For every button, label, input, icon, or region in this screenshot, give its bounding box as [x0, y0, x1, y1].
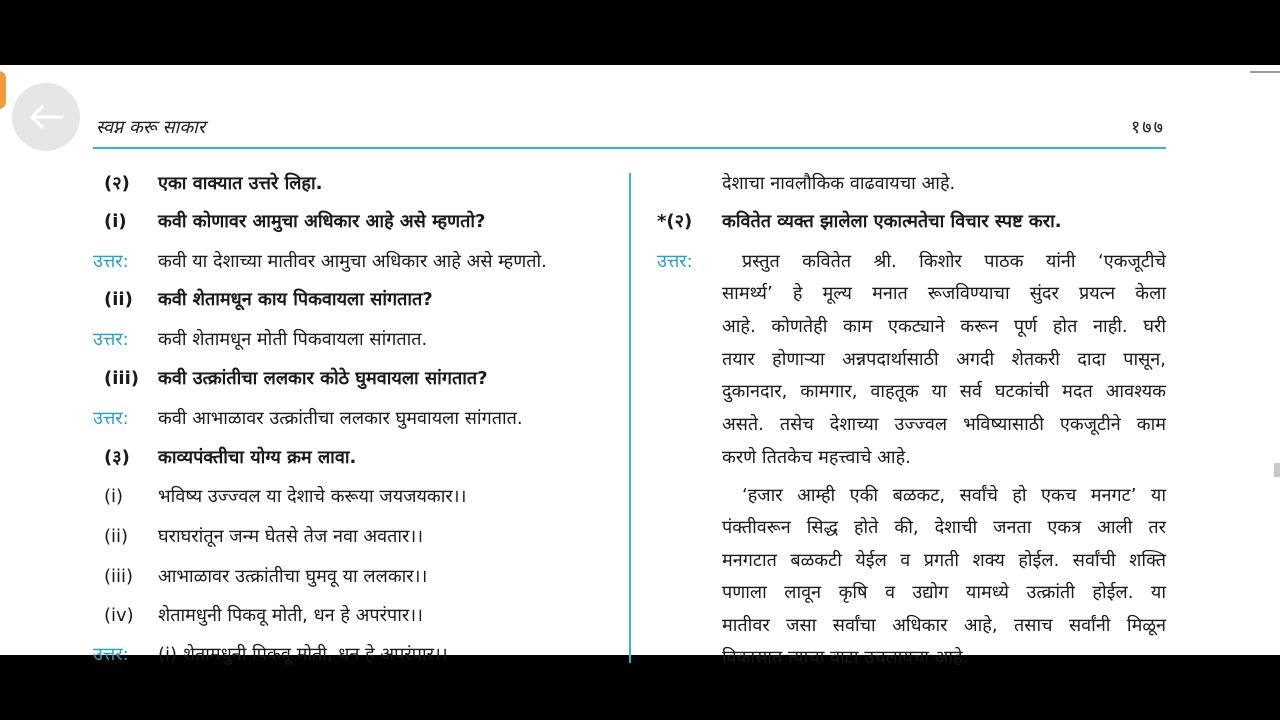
question-2-ii [104, 287, 433, 311]
line-text: आभाळावर उत्क्रांतीचा घुमवू या ललकार।। [158, 566, 428, 587]
answer-2-i [93, 249, 547, 273]
question-number: (i) [104, 211, 127, 232]
paragraph-line: पंक्तीवरून सिद्ध होते की, देशाची जनता एकत्र आली तर [722, 517, 1166, 538]
question-number: (iii) [104, 368, 139, 389]
running-header-title: स्वप्न करू साकार [96, 117, 206, 138]
answer-2-iii [93, 406, 523, 430]
question-text: कवी कोणावर आमुचा अधिकार आहे असे म्हणतो? [158, 211, 486, 232]
answer-label: उत्तर: [93, 644, 129, 665]
question-2-heading-right [657, 209, 1062, 233]
paragraph-line: ‘हजार आम्ही एकी बळकट, सर्वांचे हो एकच मनगट’ या [742, 485, 1166, 506]
question-text: एका वाक्यात उत्तरे लिहा. [158, 173, 323, 194]
paragraph-line: करणे तितकेच महत्त्वाचे आहे. [722, 447, 911, 468]
line-number: (ii) [104, 526, 129, 547]
textbook-page [0, 65, 1280, 668]
question-text: कवितेत व्यक्त झालेला एकात्मतेचा विचार स्पष्ट करा. [722, 211, 1062, 232]
answer-2-ii [93, 327, 427, 351]
question-text: काव्यपंक्तीचा योग्य क्रम लावा. [158, 447, 357, 468]
poem-line-iv [104, 603, 423, 627]
page-number: १७७ [1130, 117, 1165, 138]
back-button[interactable] [12, 83, 80, 151]
question-2-i [104, 209, 485, 233]
line-text: शेतामधुनी पिकवू मोती, धन हे अपरंपार।। [158, 605, 423, 626]
paragraph-line: तयार होणाऱ्या अन्नपदार्थासाठी अगदी शेतकरी दादा पासून, [722, 349, 1166, 370]
poem-line-ii [104, 524, 423, 548]
paragraph-line: प्रस्तुत कवितेत श्री. किशोर पाठक यांनी ‘एकजूटीचे [742, 251, 1166, 272]
answer-text: (i) शेतामधुनी पिकवू मोती, धन हे अपरंपार।। [158, 644, 448, 665]
question-number: (२) [104, 173, 130, 194]
question-3-heading [104, 445, 356, 469]
header-divider [93, 147, 1166, 149]
question-text: कवी शेतामधून काय पिकवायला सांगतात? [158, 289, 433, 310]
answer-text: कवी या देशाच्या मातीवर आमुचा अधिकार आहे असे म्हणतो. [158, 251, 547, 272]
answer-label: उत्तर: [93, 251, 129, 272]
line-text: भविष्य उज्ज्वल या देशाचे करूया जयजयकार।। [158, 486, 467, 507]
question-2-iii [104, 366, 488, 390]
paragraph-line: मनगटात बळकटी येईल व प्रगती शक्य होईल. सर्वांची शक्ति [722, 550, 1166, 571]
paragraph-line: दुकानदार, कामगार, वाहतूक या सर्व घटकांची मदत आवश्यक [722, 381, 1166, 402]
answer-label: उत्तर: [93, 329, 129, 350]
question-number: (३) [104, 447, 130, 468]
paragraph-line: विकासात त्याचा वाटा उचलायचा आहे. [722, 647, 969, 668]
answer-3 [93, 642, 448, 666]
poem-line-iii [104, 564, 427, 588]
continued-text: देशाचा नावलौकिक वाढवायचा आहे. [722, 173, 956, 194]
answer-label: उत्तर: [657, 251, 693, 272]
scrollbar-thumb[interactable] [1274, 463, 1280, 477]
scroll-indicator [1250, 71, 1280, 73]
paragraph-line: मातीवर जसा सर्वांचा अधिकार आहे, तसाच सर्वांनी मिळून [722, 615, 1166, 636]
paragraph-line: सामर्थ्य’ हे मूल्य मनात रूजविण्याचा सुंदर प्रयत्न केला [722, 283, 1166, 304]
question-2-heading [104, 171, 323, 195]
question-number: *(२) [657, 211, 693, 232]
line-number: (i) [104, 486, 124, 507]
paragraph-line: पणाला लावून कृषि व उद्योग यामध्ये उत्क्रांती होईल. या [722, 582, 1166, 603]
answer-text: कवी आभाळावर उत्क्रांतीचा ललकार घुमवायला सांगतात. [158, 408, 523, 429]
answer-text: कवी शेतामधून मोती पिकवायला सांगतात. [158, 329, 428, 350]
question-text: कवी उत्क्रांतीचा ललकार कोठे घुमवायला सांगतात? [158, 368, 488, 389]
line-number: (iv) [104, 605, 134, 626]
question-number: (ii) [104, 289, 133, 310]
poem-line-i [104, 484, 466, 508]
edge-handle [0, 71, 6, 109]
line-text: घराघरांतून जन्म घेतसे तेज नवा अवतार।। [158, 526, 424, 547]
answer-label: उत्तर: [93, 408, 129, 429]
column-divider [629, 173, 631, 663]
arrow-left-icon [26, 105, 66, 129]
paragraph-line: आहे. कोणतेही काम एकट्याने करून पूर्ण होत नाही. घरी [722, 316, 1166, 337]
line-number: (iii) [104, 566, 134, 587]
paragraph-line: असते. तसेच देशाच्या उज्ज्वल भविष्यासाठी एकजूटीने काम [722, 414, 1166, 435]
